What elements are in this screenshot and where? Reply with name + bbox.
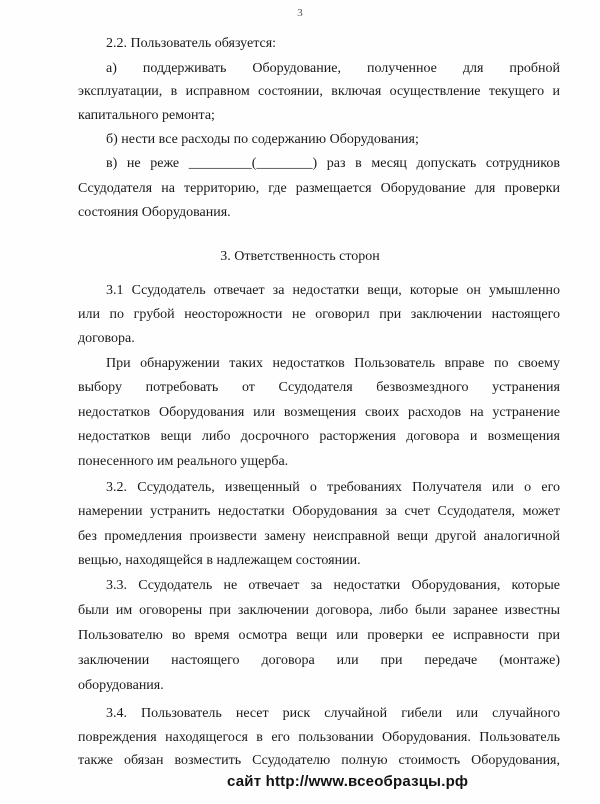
text-line: 3.1 Ссудодатель отвечает за недостатки вещи, которые он умышленно <box>106 283 560 298</box>
text-line: понесенного им реального ущерба. <box>78 454 289 469</box>
site-watermark: сайт http://www.всеобразцы.рф <box>227 773 469 790</box>
text-line: состояния Оборудования. <box>78 205 231 220</box>
text-line: заключении настоящего договора или при передаче (монтаже) <box>78 653 560 668</box>
text-line: 3.2. Ссудодатель, извещенный о требованиях Получателя или о его <box>106 480 560 495</box>
text-line: 3.3. Ссудодатель не отвечает за недостатки Оборудования, которые <box>106 578 560 593</box>
text-line: вещью, находящейся в надлежащем состоянии. <box>78 553 361 568</box>
text-line: Ссудодателя на территорию, где размещается Оборудование для проверки <box>78 181 560 196</box>
page-number: 3 <box>297 7 303 19</box>
text-line: или по грубой неосторожности не оговорил при заключении настоящего <box>78 307 560 322</box>
text-line: капитального ремонта; <box>78 108 215 123</box>
text-line: При обнаружении таких недостатков Пользователь вправе по своему <box>106 356 560 371</box>
text-line: а) поддерживать Оборудование, полученное для пробной <box>106 61 560 76</box>
text-line: без промедления произвести замену неисправной вещи другой аналогичной <box>78 529 560 544</box>
text-line: недостатков Оборудования или возмещения своих расходов на устранение <box>78 405 560 420</box>
text-line: также обязан возместить Ссудодателю полную стоимость Оборудования, <box>78 753 560 768</box>
text-line: Пользователю во время осмотра вещи или проверки ее исправности при <box>78 628 560 643</box>
text-line: недостатков вещи либо досрочного расторжения договора и возмещения <box>78 429 560 444</box>
text-line: были им оговорены при заключении договора, либо были заранее известны <box>78 603 560 618</box>
text-line: эксплуатации, в исправном состоянии, включая осуществление текущего и <box>78 84 560 99</box>
text-line: договора. <box>78 331 135 346</box>
text-line: б) нести все расходы по содержанию Оборудования; <box>106 132 419 147</box>
text-line: повреждения находящегося в его пользовании Оборудования. Пользователь <box>78 730 560 745</box>
text-line: 3.4. Пользователь несет риск случайной гибели или случайного <box>106 706 560 721</box>
text-line: в) не реже _________(________) раз в месяц допускать сотрудников <box>106 156 560 171</box>
text-line: 2.2. Пользователь обязуется: <box>106 36 277 51</box>
text-line: оборудования. <box>78 678 164 693</box>
section-heading: 3. Ответственность сторон <box>220 249 380 264</box>
text-line: выбору потребовать от Ссудодателя безвозмездного устранения <box>78 380 560 395</box>
text-line: намерении устранить недостатки Оборудования за счет Ссудодателя, может <box>78 504 560 519</box>
